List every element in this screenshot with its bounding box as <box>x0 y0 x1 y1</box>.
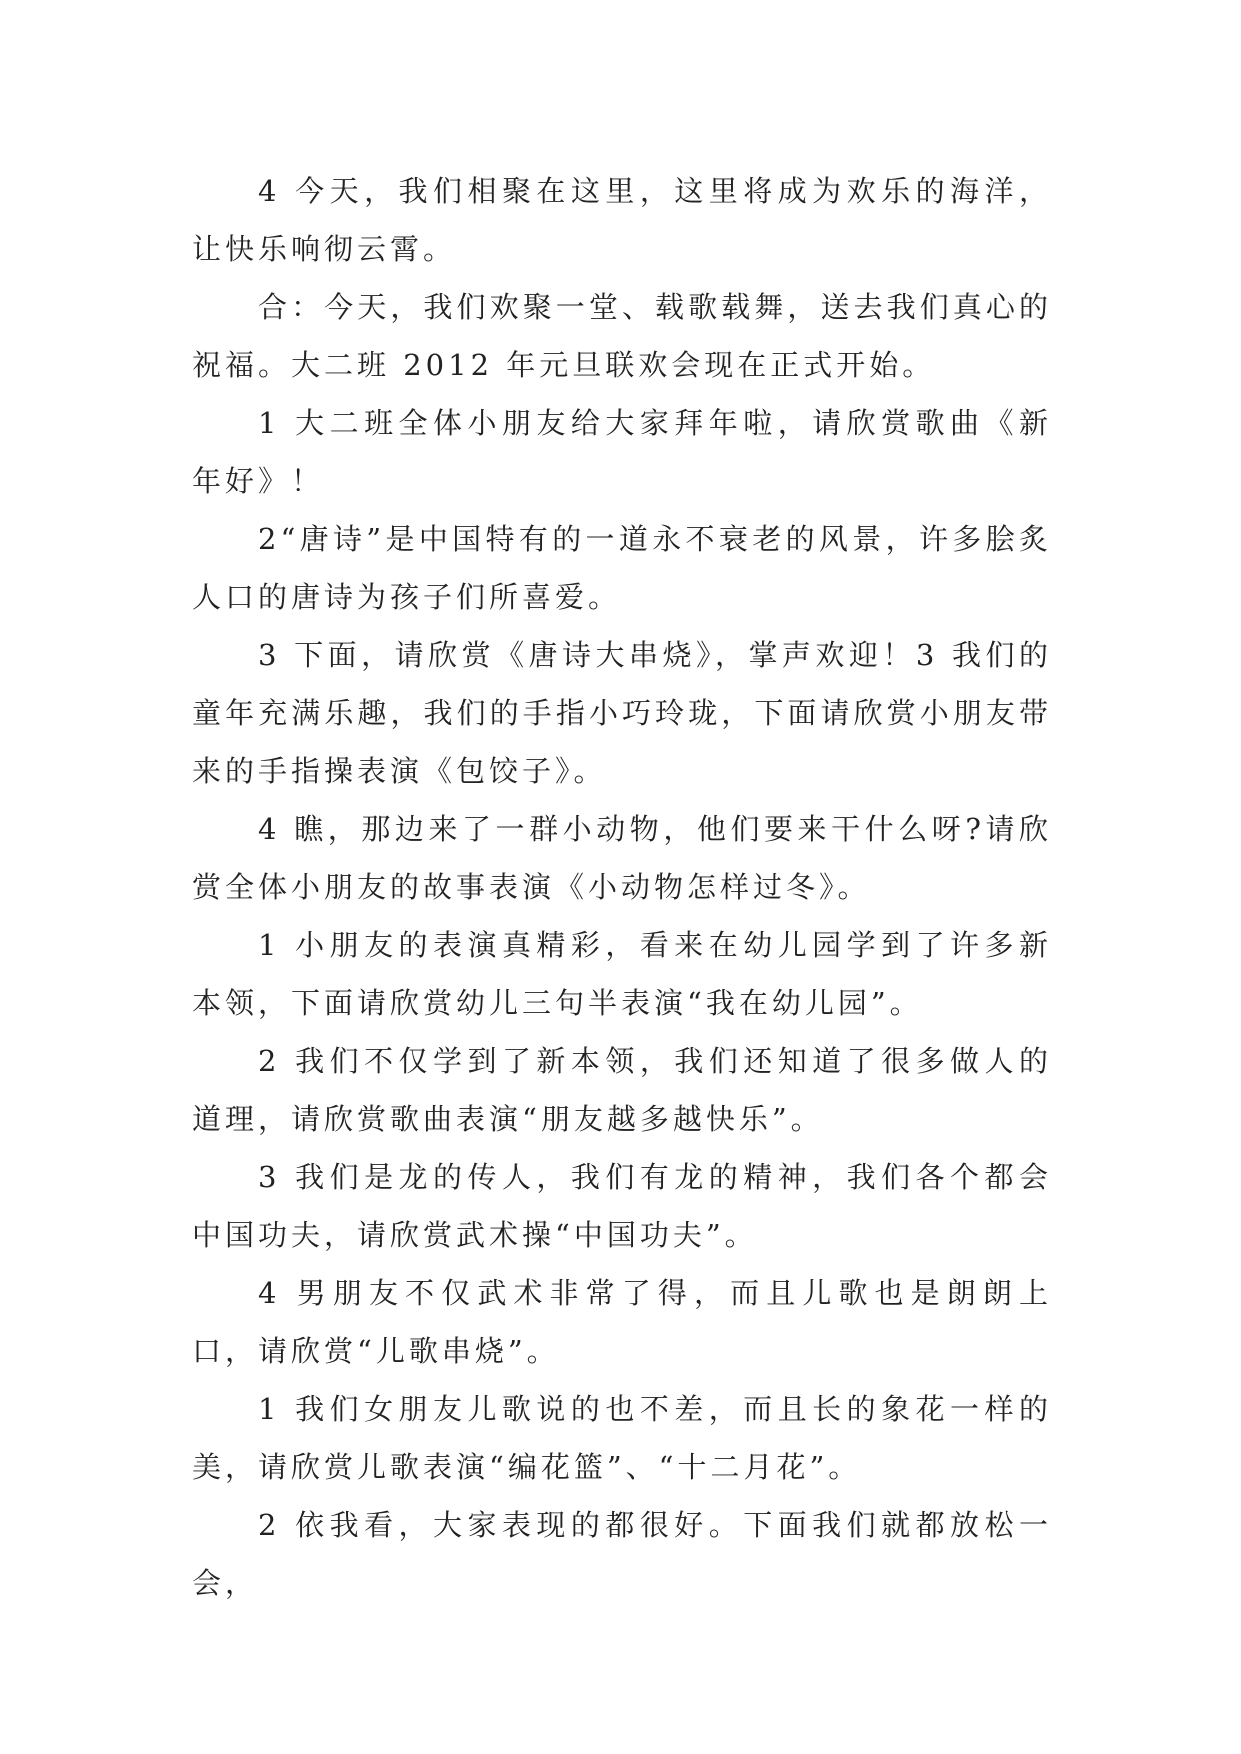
paragraph: 1 大二班全体小朋友给大家拜年啦，请欣赏歌曲《新年好》！ <box>192 406 1052 498</box>
paragraph: 3 我们是龙的传人，我们有龙的精神，我们各个都会中国功夫，请欣赏武术操“中国功夫”。 <box>192 1160 1052 1252</box>
paragraph: 2 我们不仅学到了新本领，我们还知道了很多做人的道理，请欣赏歌曲表演“朋友越多越快乐”。 <box>192 1044 1052 1136</box>
paragraph: 2 依我看，大家表现的都很好。下面我们就都放松一会， <box>192 1508 1052 1600</box>
paragraph: 4 瞧，那边来了一群小动物，他们要来干什么呀?请欣赏全体小朋友的故事表演《小动物怎样过冬》。 <box>192 812 1052 904</box>
document-body <box>192 162 1052 1612</box>
paragraph: 1 我们女朋友儿歌说的也不差，而且长的象花一样的美，请欣赏儿歌表演“编花篮”、“十二月花”。 <box>192 1392 1052 1484</box>
paragraph: 4 今天，我们相聚在这里，这里将成为欢乐的海洋，让快乐响彻云霄。 <box>192 174 1052 266</box>
paragraph: 2“唐诗”是中国特有的一道永不衰老的风景，许多脍炙人口的唐诗为孩子们所喜爱。 <box>192 522 1052 614</box>
paragraph: 1 小朋友的表演真精彩，看来在幼儿园学到了许多新本领，下面请欣赏幼儿三句半表演“我在幼儿园”。 <box>192 928 1052 1020</box>
paragraph: 4 男朋友不仅武术非常了得，而且儿歌也是朗朗上口，请欣赏“儿歌串烧”。 <box>192 1276 1052 1368</box>
paragraph: 合：今天，我们欢聚一堂、载歌载舞，送去我们真心的祝福。大二班 2012 年元旦联欢会现在正式开始。 <box>192 290 1052 382</box>
paragraph: 3 下面，请欣赏《唐诗大串烧》，掌声欢迎！3 我们的童年充满乐趣，我们的手指小巧玲珑，下面请欣赏小朋友带来的手指操表演《包饺子》。 <box>192 638 1052 788</box>
